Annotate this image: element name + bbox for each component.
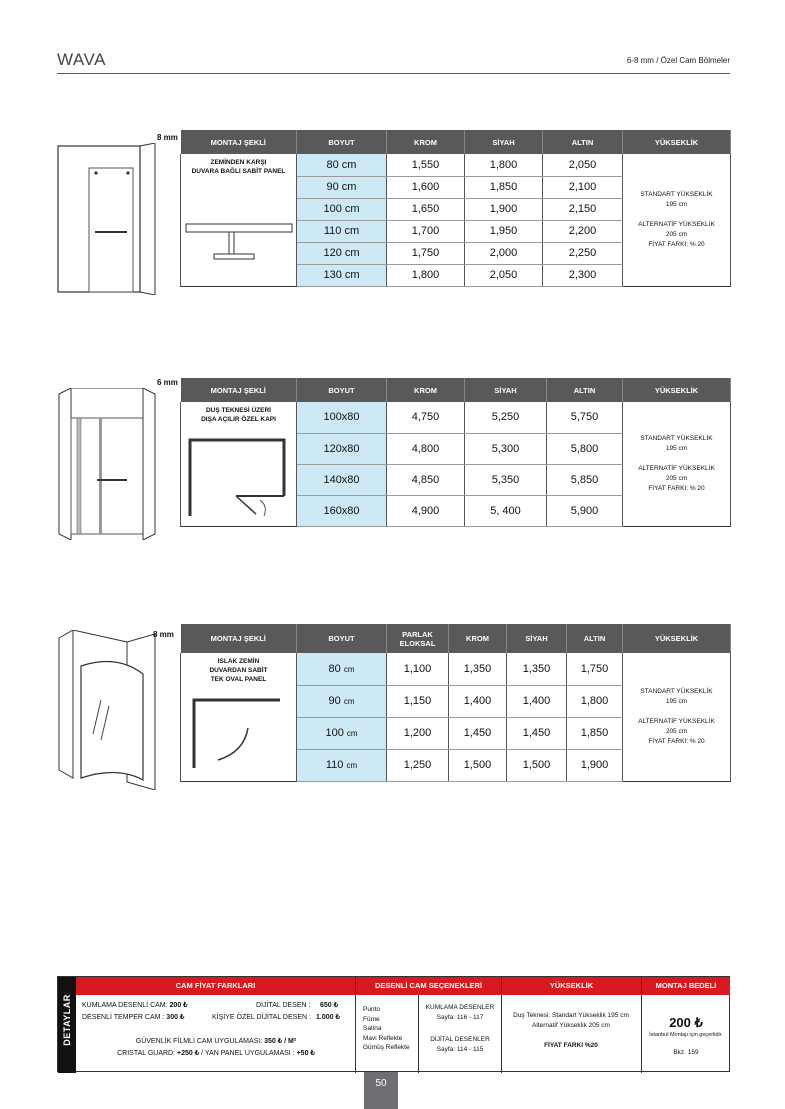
height-cell — [623, 402, 731, 526]
size-cell: 100x80 — [297, 402, 387, 433]
dijital-sayfa: Sayfa: 114 - 115 — [436, 1046, 484, 1053]
price-diff: FİYAT FARKI: % 20 — [648, 737, 705, 745]
desenli-header: DESENLİ CAM SEÇENEKLERİ — [356, 977, 501, 995]
details-tab — [58, 977, 76, 1073]
col-krom: KROM — [449, 624, 507, 653]
price-table-3 — [180, 624, 731, 782]
col-altin: ALTIN — [547, 378, 623, 402]
montaj-line: ISLAK ZEMİN — [217, 658, 260, 665]
oval-panel-illustration — [57, 630, 157, 790]
desen-item: Satina — [363, 1025, 382, 1032]
col-boyut: BOYUT — [297, 624, 387, 653]
col-parlak-eloksal: PARLAK ELOKSAL — [387, 624, 449, 653]
alt-height: ALTERNATİF YÜKSEKLİK — [638, 717, 715, 725]
price-cell: 5,250 — [465, 402, 547, 433]
price-cell: 1,450 — [449, 717, 507, 749]
montaj-content — [642, 995, 730, 1072]
temper-label: DESENLİ TEMPER CAM : — [82, 1014, 165, 1021]
desen-list — [363, 995, 417, 1072]
price-cell: 5, 400 — [465, 495, 547, 526]
price-cell: 2,100 — [543, 176, 623, 198]
desen-item: Mavi Reflekte — [363, 1034, 403, 1042]
price-cell: 2,050 — [465, 264, 543, 286]
divider — [501, 977, 502, 1073]
yukseklik-content — [504, 995, 638, 1072]
price-cell: 1,400 — [449, 685, 507, 717]
oval-plan-diagram — [184, 690, 294, 770]
size-cell: 100 cm — [297, 198, 387, 220]
dijital-value: 650 ₺ — [320, 1002, 339, 1009]
size-cell: 160x80 — [297, 495, 387, 526]
dijital-desen: DİJİTAL DESENLER — [430, 1036, 490, 1043]
montaj-ref: Bkz. 159 — [673, 1049, 699, 1056]
price-cell: 1,150 — [387, 685, 449, 717]
size-value: 110 — [325, 759, 344, 771]
thickness-label: 8 mm — [157, 133, 178, 142]
col-yukseklik: YÜKSEKLİK — [623, 130, 731, 154]
price-cell: 1,800 — [567, 685, 623, 717]
price-diff: FİYAT FARKI: % 20 — [648, 240, 705, 248]
std-height-value: 195 cm — [665, 200, 688, 208]
size-cell: 120x80 — [297, 433, 387, 464]
kumlama-label: KUMLAMA DESENLİ CAM: — [82, 1002, 168, 1009]
price-cell: 1,950 — [465, 220, 543, 242]
montaj-line: DUVARA BAĞLI SABİT PANEL — [191, 168, 286, 175]
montaj-line: ZEMİNDEN KARŞI — [210, 159, 267, 166]
cristal-value: +250 ₺ — [177, 1050, 200, 1057]
thickness-label: 6 mm — [157, 378, 178, 387]
size-unit: cm — [346, 761, 358, 770]
price-cell: 2,000 — [465, 242, 543, 264]
cristal-label: CRISTAL GUARD: — [117, 1050, 176, 1057]
price-cell: 4,750 — [387, 402, 465, 433]
price-cell: 1,750 — [387, 242, 465, 264]
price-cell: 5,850 — [547, 464, 623, 495]
divider — [355, 977, 356, 1073]
cam-header: CAM FİYAT FARKLARI — [76, 977, 355, 995]
price-cell: 5,350 — [465, 464, 547, 495]
dijital-label: DİJİTAL DESEN : — [256, 1002, 311, 1009]
price-cell: 1,900 — [567, 749, 623, 781]
divider — [418, 995, 419, 1073]
std-height: STANDART YÜKSEKLİK — [640, 434, 713, 442]
price-cell: 1,500 — [449, 749, 507, 781]
col-montaj: MONTAJ ŞEKLİ — [181, 378, 297, 402]
price-cell: 1,200 — [387, 717, 449, 749]
size-unit: cm — [343, 664, 355, 674]
std-height-value: 195 cm — [665, 697, 688, 705]
yukseklik-line: Alternatif Yükseklik 205 cm — [532, 1022, 610, 1029]
montaj-line: DUVARDAN SABİT — [209, 667, 268, 674]
alt-height-value: 205 cm — [665, 474, 688, 482]
price-cell: 1,100 — [387, 653, 449, 685]
col-montaj: MONTAJ ŞEKLİ — [181, 624, 297, 653]
size-unit: cm — [343, 697, 355, 706]
price-cell: 1,350 — [507, 653, 567, 685]
size-cell: 80 cm — [297, 154, 387, 176]
details-tab-label: DETAYLAR — [62, 994, 72, 1046]
fixed-panel-plan-diagram — [184, 182, 294, 262]
col-siyah: SİYAH — [507, 624, 567, 653]
thickness-label: 8 mm — [153, 630, 174, 639]
col-yukseklik: YÜKSEKLİK — [623, 378, 731, 402]
size-value: 100 — [325, 727, 344, 739]
desen-item: Füme — [363, 1015, 380, 1023]
size-cell — [297, 717, 387, 749]
size-value: 80 — [328, 662, 341, 675]
size-value: 90 — [328, 695, 341, 707]
price-cell: 1,550 — [387, 154, 465, 176]
col-montaj: MONTAJ ŞEKLİ — [181, 130, 297, 154]
price-cell: 5,750 — [547, 402, 623, 433]
size-cell — [297, 749, 387, 781]
temper-value: 300 ₺ — [166, 1014, 185, 1021]
kumlama-sayfa: Sayfa: 116 - 117 — [436, 1014, 484, 1021]
col-boyut: BOYUT — [297, 130, 387, 154]
size-cell: 110 cm — [297, 220, 387, 242]
door-plan-diagram — [184, 430, 294, 522]
alt-height-value: 205 cm — [665, 727, 688, 735]
height-cell — [623, 653, 731, 781]
desen-item: Punto — [363, 1006, 380, 1013]
col-yukseklik: YÜKSEKLİK — [623, 624, 731, 653]
size-cell — [297, 685, 387, 717]
desen-pages — [420, 995, 500, 1072]
price-cell: 2,250 — [543, 242, 623, 264]
kisiye-value: 1.000 ₺ — [316, 1014, 340, 1021]
details-box — [57, 976, 730, 1072]
yan-panel-label: / YAN PANEL UYGULAMASI : — [201, 1050, 295, 1057]
price-cell: 2,050 — [543, 154, 623, 176]
alt-height: ALTERNATİF YÜKSEKLİK — [638, 220, 715, 228]
col-krom: KROM — [387, 130, 465, 154]
kisiye-label: KİŞİYE ÖZEL DİJİTAL DESEN : — [212, 1014, 311, 1021]
yan-panel-value: +50 ₺ — [296, 1050, 315, 1057]
size-cell — [297, 653, 387, 685]
size-unit: cm — [346, 729, 358, 738]
alt-height-value: 205 cm — [665, 230, 688, 238]
size-cell: 130 cm — [297, 264, 387, 286]
brand-title: WAVA — [57, 50, 106, 69]
std-height-value: 195 cm — [665, 444, 688, 452]
price-cell: 2,150 — [543, 198, 623, 220]
price-cell: 5,900 — [547, 495, 623, 526]
price-cell: 1,750 — [567, 653, 623, 685]
price-cell: 1,850 — [465, 176, 543, 198]
kumlama-desen: KUMLAMA DESENLER — [425, 1004, 495, 1011]
price-cell: 4,900 — [387, 495, 465, 526]
guvenlik-label: GÜVENLİK FİLMLİ CAM UYGULAMASI: — [135, 1038, 263, 1045]
price-cell: 1,700 — [387, 220, 465, 242]
price-cell: 1,450 — [507, 717, 567, 749]
price-cell: 1,350 — [449, 653, 507, 685]
col-siyah: SİYAH — [465, 130, 543, 154]
yukseklik-header: YÜKSEKLİK — [502, 977, 641, 995]
montaj-note: İstanbul Montajı için geçerlidir. — [649, 1032, 723, 1038]
price-cell: 2,200 — [543, 220, 623, 242]
price-cell: 1,850 — [567, 717, 623, 749]
montaj-line: DIŞA AÇILIR ÖZEL KAPI — [201, 416, 276, 423]
std-height: STANDART YÜKSEKLİK — [640, 687, 713, 695]
yukseklik-line: Duş Teknesi: Standart Yükseklik 195 cm — [513, 1012, 629, 1019]
price-cell: 1,800 — [387, 264, 465, 286]
kumlama-value: 200 ₺ — [169, 1002, 188, 1009]
montaj-cell — [181, 402, 297, 526]
breadcrumb: 6-8 mm / Özel Cam Bölmeler — [626, 56, 730, 65]
price-cell: 5,300 — [465, 433, 547, 464]
alt-height: ALTERNATİF YÜKSEKLİK — [638, 464, 715, 472]
price-diff: FİYAT FARKI: % 20 — [648, 484, 705, 492]
col-altin: ALTIN — [567, 624, 623, 653]
montaj-header: MONTAJ BEDELİ — [642, 977, 730, 995]
page-number: 50 — [364, 1072, 398, 1109]
price-cell: 1,400 — [507, 685, 567, 717]
price-cell: 2,300 — [543, 264, 623, 286]
price-table-1 — [180, 130, 731, 287]
col-siyah: SİYAH — [465, 378, 547, 402]
price-table-2 — [180, 378, 731, 527]
price-cell: 5,800 — [547, 433, 623, 464]
price-cell: 1,800 — [465, 154, 543, 176]
col-altin: ALTIN — [543, 130, 623, 154]
cam-content — [82, 995, 350, 1072]
price-cell: 1,500 — [507, 749, 567, 781]
montaj-line: TEK OVAL PANEL — [210, 676, 267, 683]
price-cell: 1,250 — [387, 749, 449, 781]
col-boyut: BOYUT — [297, 378, 387, 402]
price-cell: 4,800 — [387, 433, 465, 464]
size-cell: 90 cm — [297, 176, 387, 198]
price-cell: 1,600 — [387, 176, 465, 198]
page-header — [57, 48, 730, 74]
montaj-value: 200 ₺ — [669, 1015, 703, 1030]
price-cell: 1,650 — [387, 198, 465, 220]
std-height: STANDART YÜKSEKLİK — [640, 190, 713, 198]
height-cell — [623, 154, 731, 286]
desen-item: Gümüş Reflekte — [363, 1044, 410, 1051]
col-krom: KROM — [387, 378, 465, 402]
size-cell: 120 cm — [297, 242, 387, 264]
montaj-cell — [181, 653, 297, 781]
price-cell: 1,900 — [465, 198, 543, 220]
shower-door-illustration — [57, 388, 157, 540]
fixed-panel-illustration — [57, 143, 157, 295]
size-cell: 140x80 — [297, 464, 387, 495]
price-cell: 4,850 — [387, 464, 465, 495]
guvenlik-value: 350 ₺ / M² — [264, 1038, 297, 1045]
montaj-cell — [181, 154, 297, 286]
yukseklik-fark: FİYAT FARKI %20 — [544, 1042, 598, 1049]
montaj-line: DUŞ TEKNESİ ÜZERİ — [205, 407, 271, 414]
